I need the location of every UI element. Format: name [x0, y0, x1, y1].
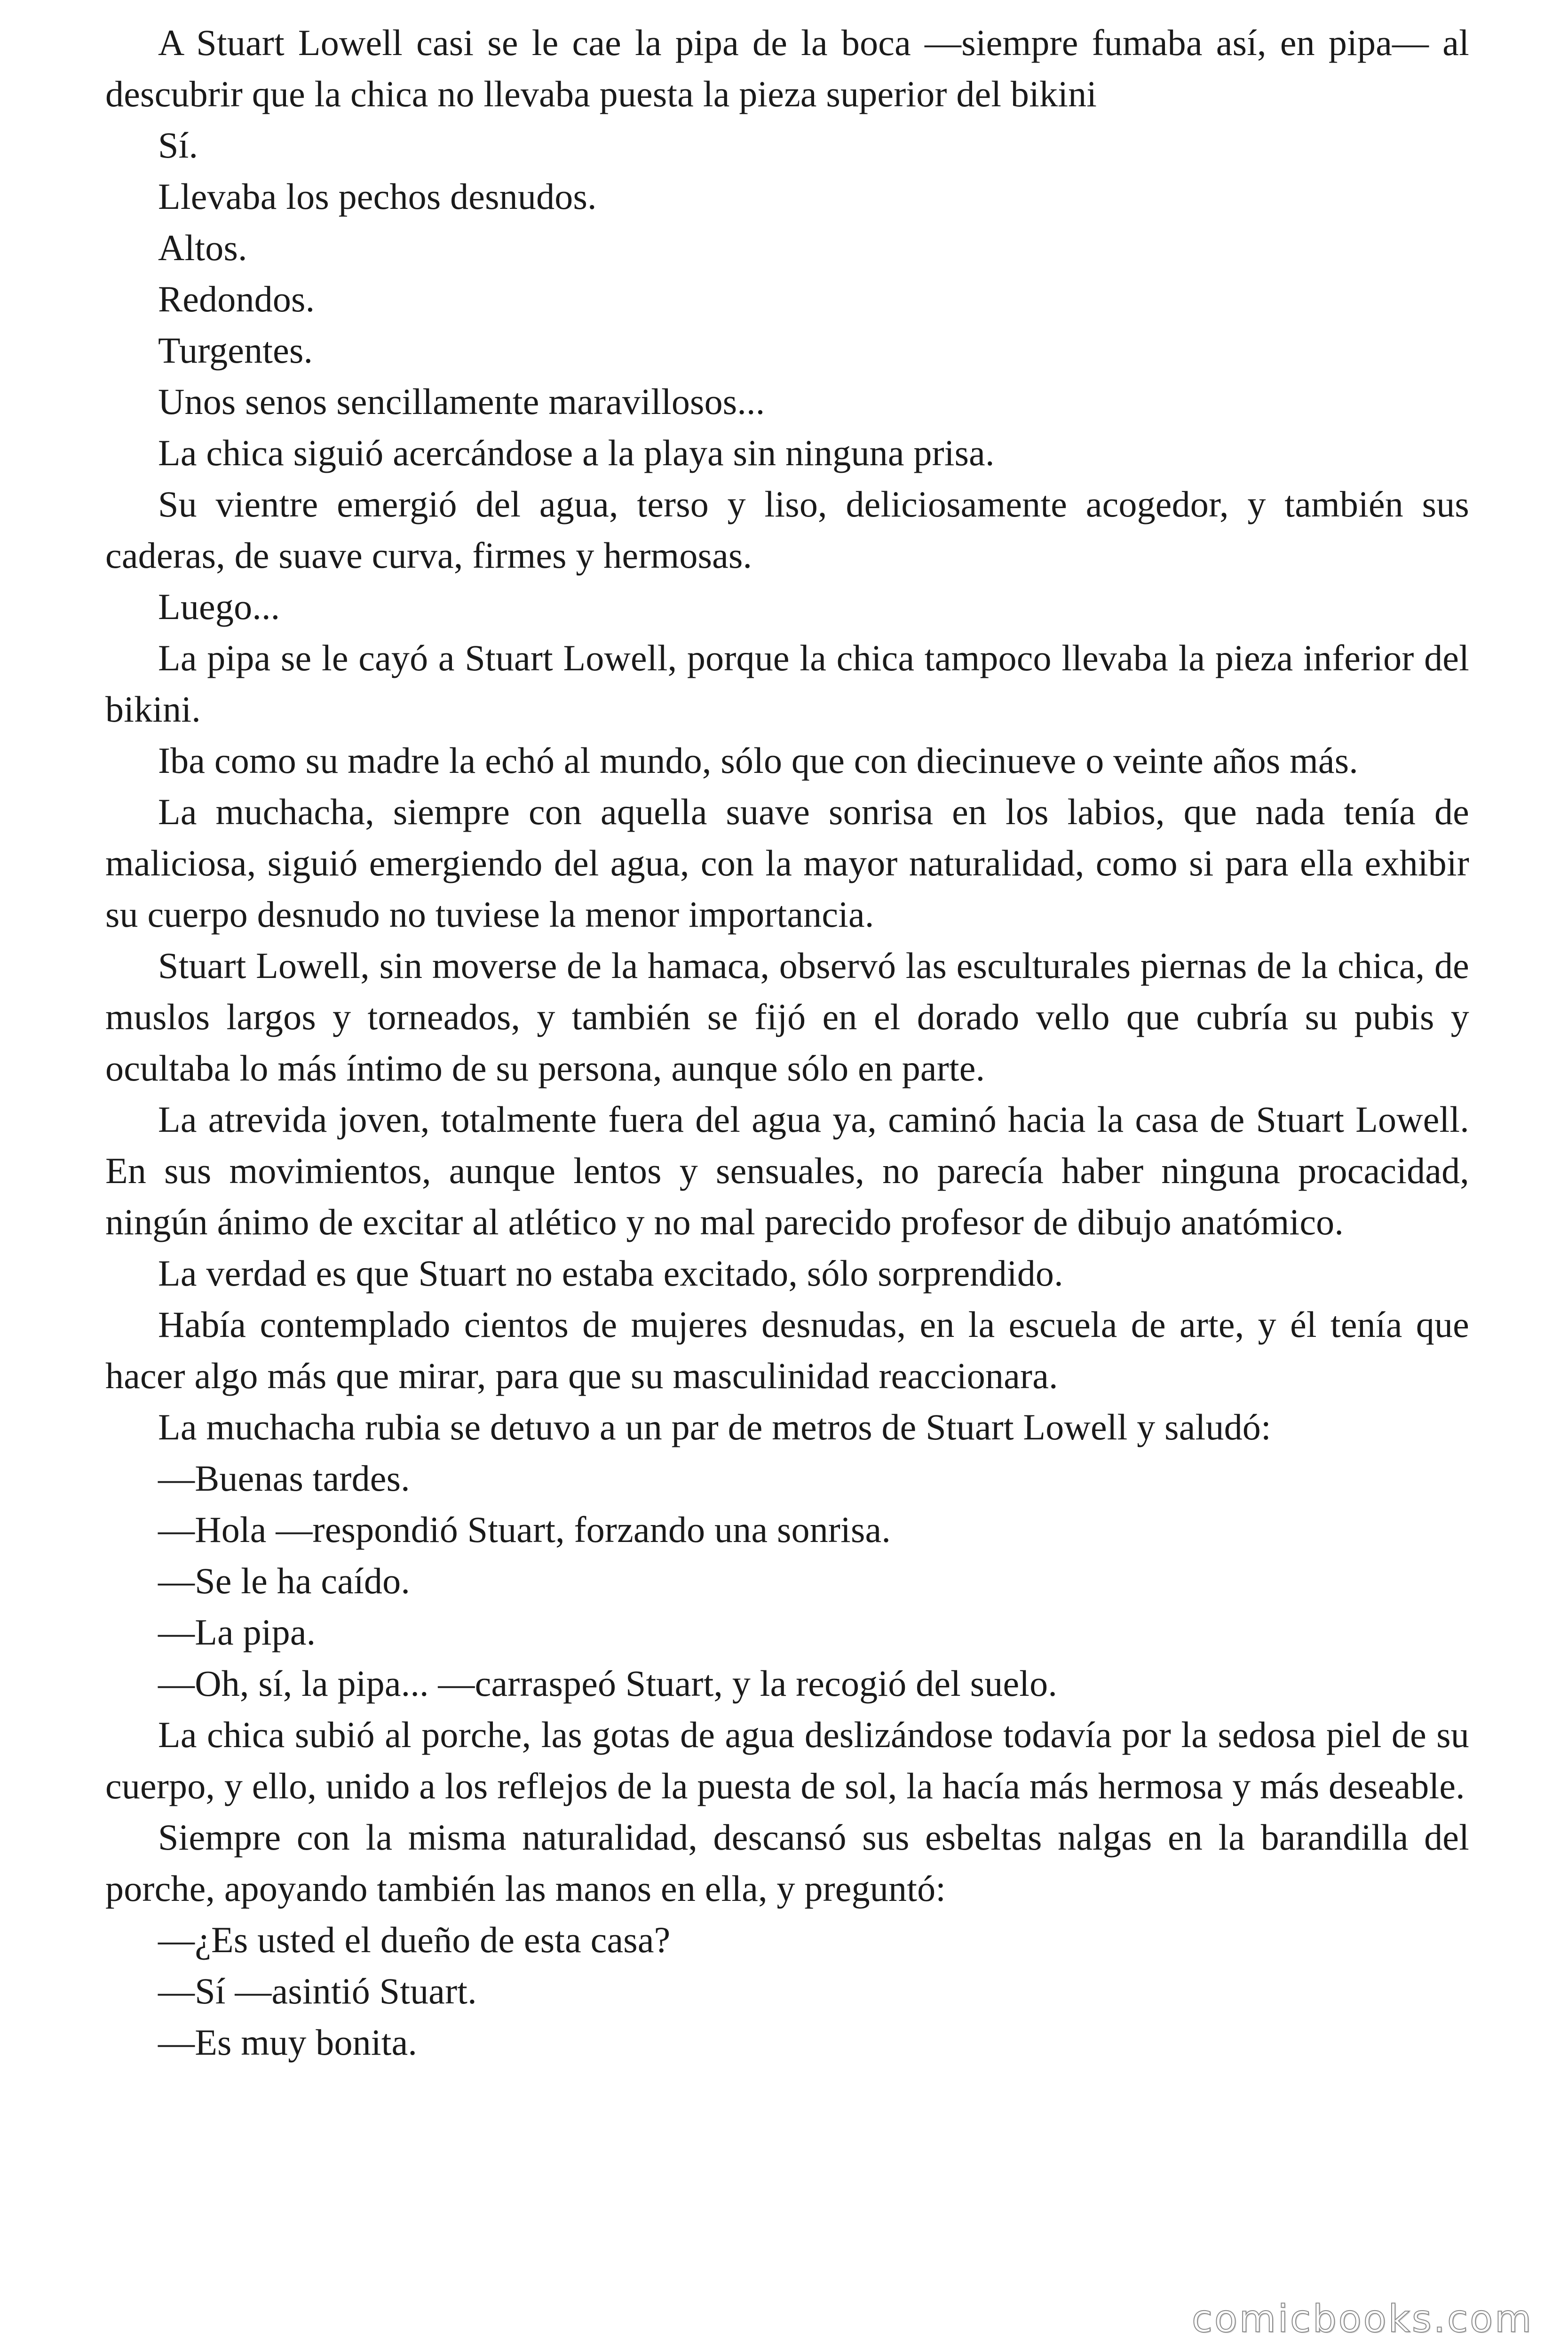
paragraph: Luego...	[158, 586, 280, 627]
paragraph: Llevaba los pechos desnudos.	[158, 176, 597, 217]
paragraph: Siempre con la misma naturalidad, descansó sus esbeltas nalgas en la barandilla del porche, apoyando también las manos en ella, y preguntó:	[105, 1817, 1469, 1909]
dialogue-line: —Buenas tardes.	[158, 1458, 410, 1499]
watermark: comicbooks.com	[1191, 2297, 1533, 2341]
paragraph: Había contemplado cientos de mujeres desnudas, en la escuela de arte, y él tenía que hacer algo más que mirar, para que su masculinidad reaccionara.	[105, 1304, 1469, 1396]
dialogue-line: —Se le ha caído.	[158, 1560, 411, 1601]
paragraph: Sí.	[158, 125, 198, 166]
dialogue-line: —La pipa.	[158, 1612, 316, 1653]
paragraph: Altos.	[158, 227, 247, 268]
paragraph: La muchacha rubia se detuvo a un par de metros de Stuart Lowell y saludó:	[158, 1406, 1271, 1447]
paragraph: A Stuart Lowell casi se le cae la pipa de la boca —siempre fumaba así, en pipa— al descubrir que la chica no llevaba puesta la pieza superior del bikini	[105, 22, 1469, 114]
paragraph: Turgentes.	[158, 330, 313, 371]
dialogue-line: —Oh, sí, la pipa... —carraspeó Stuart, y la recogió del suelo.	[158, 1663, 1058, 1704]
document-page	[105, 17, 1469, 2068]
paragraph: Su vientre emergió del agua, terso y liso, deliciosamente acogedor, y también sus caderas, de suave curva, firmes y hermosas.	[105, 484, 1469, 576]
paragraph: La atrevida joven, totalmente fuera del agua ya, caminó hacia la casa de Stuart Lowell. En sus movimientos, aunque lentos y sensuales, no parecía haber ninguna procacidad, ningún ánimo de excitar al atlético y no mal parecido profesor de dibujo anatómico.	[105, 1099, 1469, 1242]
paragraph: La muchacha, siempre con aquella suave sonrisa en los labios, que nada tenía de maliciosa, siguió emergiendo del agua, con la mayor naturalidad, como si para ella exhibir su cuerpo desnudo no tuviese la menor importancia.	[105, 791, 1469, 935]
paragraph: La pipa se le cayó a Stuart Lowell, porque la chica tampoco llevaba la pieza inferior del bikini.	[105, 637, 1469, 730]
dialogue-line: —Es muy bonita.	[158, 2022, 418, 2063]
dialogue-line: —¿Es usted el dueño de esta casa?	[158, 1919, 671, 1960]
paragraph: La chica subió al porche, las gotas de agua deslizándose todavía por la sedosa piel de su cuerpo, y ello, unido a los reflejos de la puesta de sol, la hacía más hermosa y más deseable.	[105, 1714, 1469, 1806]
paragraph: Unos senos sencillamente maravillosos...	[158, 381, 765, 422]
paragraph: La chica siguió acercándose a la playa sin ninguna prisa.	[158, 432, 995, 473]
paragraph: Stuart Lowell, sin moverse de la hamaca, observó las esculturales piernas de la chica, de muslos largos y torneados, y también se fijó en el dorado vello que cubría su pubis y ocultaba lo más íntimo de su persona, aunque sólo en parte.	[105, 945, 1469, 1089]
paragraph: Redondos.	[158, 278, 315, 319]
dialogue-line: —Sí —asintió Stuart.	[158, 1971, 477, 2011]
dialogue-line: —Hola —respondió Stuart, forzando una sonrisa.	[158, 1509, 891, 1550]
paragraph: La verdad es que Stuart no estaba excitado, sólo sorprendido.	[158, 1253, 1063, 1294]
paragraph: Iba como su madre la echó al mundo, sólo que con diecinueve o veinte años más.	[158, 740, 1359, 781]
